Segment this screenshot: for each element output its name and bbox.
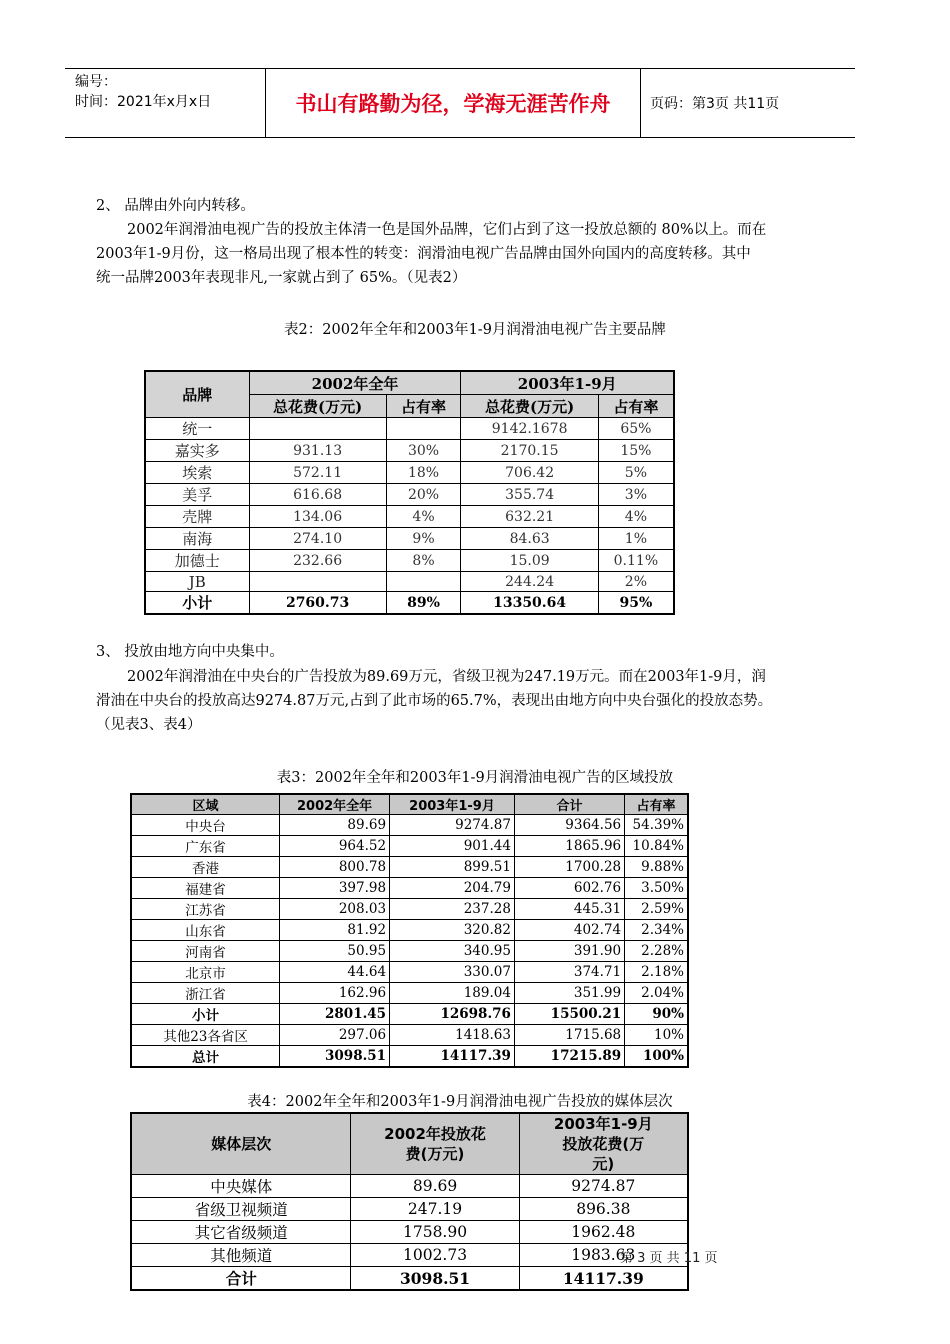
header-meta [65,69,265,137]
table-cell: 8% [386,550,461,572]
table-cell: 237.28 [390,899,515,920]
table-row [145,506,674,528]
column-header: 2002年全年 [280,794,390,815]
table-cell: 1865.96 [514,836,624,857]
table-cell: 4% [386,506,461,528]
table-cell: 其他频道 [131,1244,351,1267]
page-info: 页码：第3页 共11页 [650,96,780,112]
table-row [131,1198,688,1221]
table-cell: 14117.39 [519,1267,688,1291]
table-cell: 15.09 [461,550,598,572]
table-cell: 2.18% [625,962,688,983]
table-cell: 5% [598,462,674,484]
table-cell: 54.39% [625,815,688,836]
table-row [145,592,674,615]
section2-heading: 2、 品牌由外向内转移。 [96,198,255,214]
table-row [131,941,688,962]
table-cell: 中央台 [131,815,280,836]
table-cell: 2% [598,572,674,592]
table-cell: 广东省 [131,836,280,857]
table-cell: 壳牌 [145,506,249,528]
table-cell: 10.84% [625,836,688,857]
table-cell: 美孚 [145,484,249,506]
table-cell: 445.31 [514,899,624,920]
table-cell: 572.11 [249,462,386,484]
spend-2003-header-l1: 2003年1-9月 [553,1115,653,1133]
table-row [145,418,674,440]
table-cell: 2170.15 [461,440,598,462]
table-row [131,1221,688,1244]
table-cell: 397.98 [280,878,390,899]
table-cell: 3% [598,484,674,506]
page-header [65,68,855,138]
table-cell: 355.74 [461,484,598,506]
table-cell: 320.82 [390,920,515,941]
table-row [145,550,674,572]
table-cell: 9.88% [625,857,688,878]
section2-line3: 统一品牌2003年表现非凡,一家就占到了 65%。（见表2） [96,270,467,286]
table-cell: 89.69 [280,815,390,836]
table-cell: 12698.76 [390,1004,515,1025]
table-cell: 1700.28 [514,857,624,878]
code-label: 编号： [75,74,117,90]
table-cell: 合计 [131,1267,351,1291]
table-cell: 18% [386,462,461,484]
table-cell: 山东省 [131,920,280,941]
section3-line3: （见表3、表4） [96,717,202,733]
brand-table [144,370,675,615]
table-row [131,1025,688,1046]
table-cell: 3098.51 [280,1046,390,1068]
table-cell [249,572,386,592]
table-cell: 2760.73 [249,592,386,615]
table-cell: 89.69 [351,1175,519,1198]
table-cell: 931.13 [249,440,386,462]
table-cell: 330.07 [390,962,515,983]
table-cell: 加德士 [145,550,249,572]
table-row [145,572,674,592]
section2-line1: 2002年润滑油电视广告的投放主体清一色是国外品牌，它们占到了这一投放总额的 80%以上。而在 [127,222,767,238]
brand-header: 品牌 [145,371,249,418]
table-cell: 3.50% [625,878,688,899]
table-row [131,899,688,920]
table-cell: 204.79 [390,878,515,899]
table3-caption: 表3：2002年全年和2003年1-9月润滑油电视广告的区域投放 [276,770,674,786]
table-cell: 901.44 [390,836,515,857]
table-cell: 800.78 [280,857,390,878]
table-cell: 134.06 [249,506,386,528]
media-table [130,1112,689,1291]
share-2002-header: 占有率 [386,395,461,418]
table2-caption: 表2：2002年全年和2003年1-9月润滑油电视广告主要品牌 [284,322,666,338]
column-header: 占有率 [625,794,688,815]
table-row [145,484,674,506]
table-row [131,815,688,836]
section3-heading: 3、 投放由地方向中央集中。 [96,644,284,660]
table-cell: 232.66 [249,550,386,572]
table-cell: 632.21 [461,506,598,528]
table-cell: 14117.39 [390,1046,515,1068]
table-cell: 河南省 [131,941,280,962]
section3-line1: 2002年润滑油在中央台的广告投放为89.69万元，省级卫视为247.19万元。而在2003年1-9月，润 [127,669,766,685]
table-row [131,1244,688,1267]
column-header: 区域 [131,794,280,815]
table-cell: 0.11% [598,550,674,572]
table-cell: 44.64 [280,962,390,983]
table-cell: 1418.63 [390,1025,515,1046]
table-cell: 香港 [131,857,280,878]
table-row [131,962,688,983]
spend-2003-header [519,1113,688,1175]
cost-2003-header: 总花费(万元) [461,395,598,418]
table-cell: 埃索 [145,462,249,484]
table-cell: 1962.48 [519,1221,688,1244]
table-cell: 244.24 [461,572,598,592]
table-cell: 其它省级频道 [131,1221,351,1244]
table-cell: 189.04 [390,983,515,1004]
table4-caption: 表4：2002年全年和2003年1-9月润滑油电视广告投放的媒体层次 [247,1094,673,1110]
table-cell: 247.19 [351,1198,519,1221]
spend-2002-header-l2: 费(万元) [405,1145,465,1163]
table-cell: 江苏省 [131,899,280,920]
table-cell: 20% [386,484,461,506]
table-cell: 10% [625,1025,688,1046]
year-2003-header: 2003年1-9月 [461,371,674,395]
time-label: 时间：2021年x月x日 [75,94,212,110]
table-cell: 2801.45 [280,1004,390,1025]
table-cell: 162.96 [280,983,390,1004]
table-cell: 9142.1678 [461,418,598,440]
table-cell [386,572,461,592]
table-cell: 总计 [131,1046,280,1068]
table-cell: 81.92 [280,920,390,941]
table-cell: 95% [598,592,674,615]
table-cell: 2.04% [625,983,688,1004]
column-header: 2003年1-9月 [390,794,515,815]
table-row [131,836,688,857]
table-row [131,857,688,878]
share-2003-header: 占有率 [598,395,674,418]
section3-line2: 滑油在中央台的投放高达9274.87万元,占到了此市场的65.7%，表现出由地方向中央台强化的投放态势。 [96,693,773,709]
table-cell: 统一 [145,418,249,440]
motto: 书山有路勤为径，学海无涯苦作舟 [265,69,641,137]
table-row [131,1267,688,1291]
table-cell: 9274.87 [390,815,515,836]
table-cell: 896.38 [519,1198,688,1221]
table-cell: 15% [598,440,674,462]
table-cell: 1% [598,528,674,550]
table-cell: 2.59% [625,899,688,920]
table-row [131,1046,688,1068]
table-cell: 2.34% [625,920,688,941]
table-cell: 1983.63 [519,1244,688,1267]
table-cell: 嘉实多 [145,440,249,462]
table-cell: 374.71 [514,962,624,983]
table-cell: 省级卫视频道 [131,1198,351,1221]
table-cell: 90% [625,1004,688,1025]
page-footer: 第 3 页 共 11 页 [620,1251,718,1266]
region-table [130,793,689,1068]
table-cell: 899.51 [390,857,515,878]
table-cell: 89% [386,592,461,615]
table-row [145,528,674,550]
table-cell: 50.95 [280,941,390,962]
table-cell: 1758.90 [351,1221,519,1244]
table-row [145,440,674,462]
table-cell: 1715.68 [514,1025,624,1046]
table-cell: 17215.89 [514,1046,624,1068]
table-cell [386,418,461,440]
table-cell: 402.74 [514,920,624,941]
spend-2003-header-l3: 元) [592,1155,615,1173]
table-cell: 中央媒体 [131,1175,351,1198]
table-cell: 4% [598,506,674,528]
table-cell: 30% [386,440,461,462]
table-row [145,462,674,484]
table-cell: 9% [386,528,461,550]
table-cell: 9274.87 [519,1175,688,1198]
table-cell: 340.95 [390,941,515,962]
table-cell: 南海 [145,528,249,550]
table-cell: 616.68 [249,484,386,506]
table-cell: 小计 [145,592,249,615]
table-cell: 391.90 [514,941,624,962]
table-cell: 15500.21 [514,1004,624,1025]
table-cell: 2.28% [625,941,688,962]
table-cell: 福建省 [131,878,280,899]
table-row [131,920,688,941]
table-cell: 9364.56 [514,815,624,836]
table-cell: 65% [598,418,674,440]
table-cell: 100% [625,1046,688,1068]
table-cell: 小计 [131,1004,280,1025]
media-header: 媒体层次 [131,1113,351,1175]
table-cell: 北京市 [131,962,280,983]
year-2002-header: 2002年全年 [249,371,461,395]
spend-2002-header [351,1113,519,1175]
spend-2003-header-l2: 投放花费(万 [562,1135,645,1153]
table-cell: 602.76 [514,878,624,899]
cost-2002-header: 总花费(万元) [249,395,386,418]
table-cell: 351.99 [514,983,624,1004]
table-cell: 其他23各省区 [131,1025,280,1046]
table-cell: 706.42 [461,462,598,484]
table-cell: 964.52 [280,836,390,857]
table-row [131,983,688,1004]
table-cell: 84.63 [461,528,598,550]
column-header: 合计 [514,794,624,815]
table-cell [249,418,386,440]
table-cell: 浙江省 [131,983,280,1004]
table-cell: 297.06 [280,1025,390,1046]
table-cell: JB [145,572,249,592]
table-row [131,1175,688,1198]
table-cell: 1002.73 [351,1244,519,1267]
table-cell: 208.03 [280,899,390,920]
table-row [131,1004,688,1025]
table-row [131,878,688,899]
table-cell: 3098.51 [351,1267,519,1291]
table-cell: 13350.64 [461,592,598,615]
spend-2002-header-l1: 2002年投放花 [384,1125,486,1143]
table-cell: 274.10 [249,528,386,550]
section2-line2: 2003年1-9月份，这一格局出现了根本性的转变：润滑油电视广告品牌由国外向国内的高度转移。其中 [96,246,751,262]
